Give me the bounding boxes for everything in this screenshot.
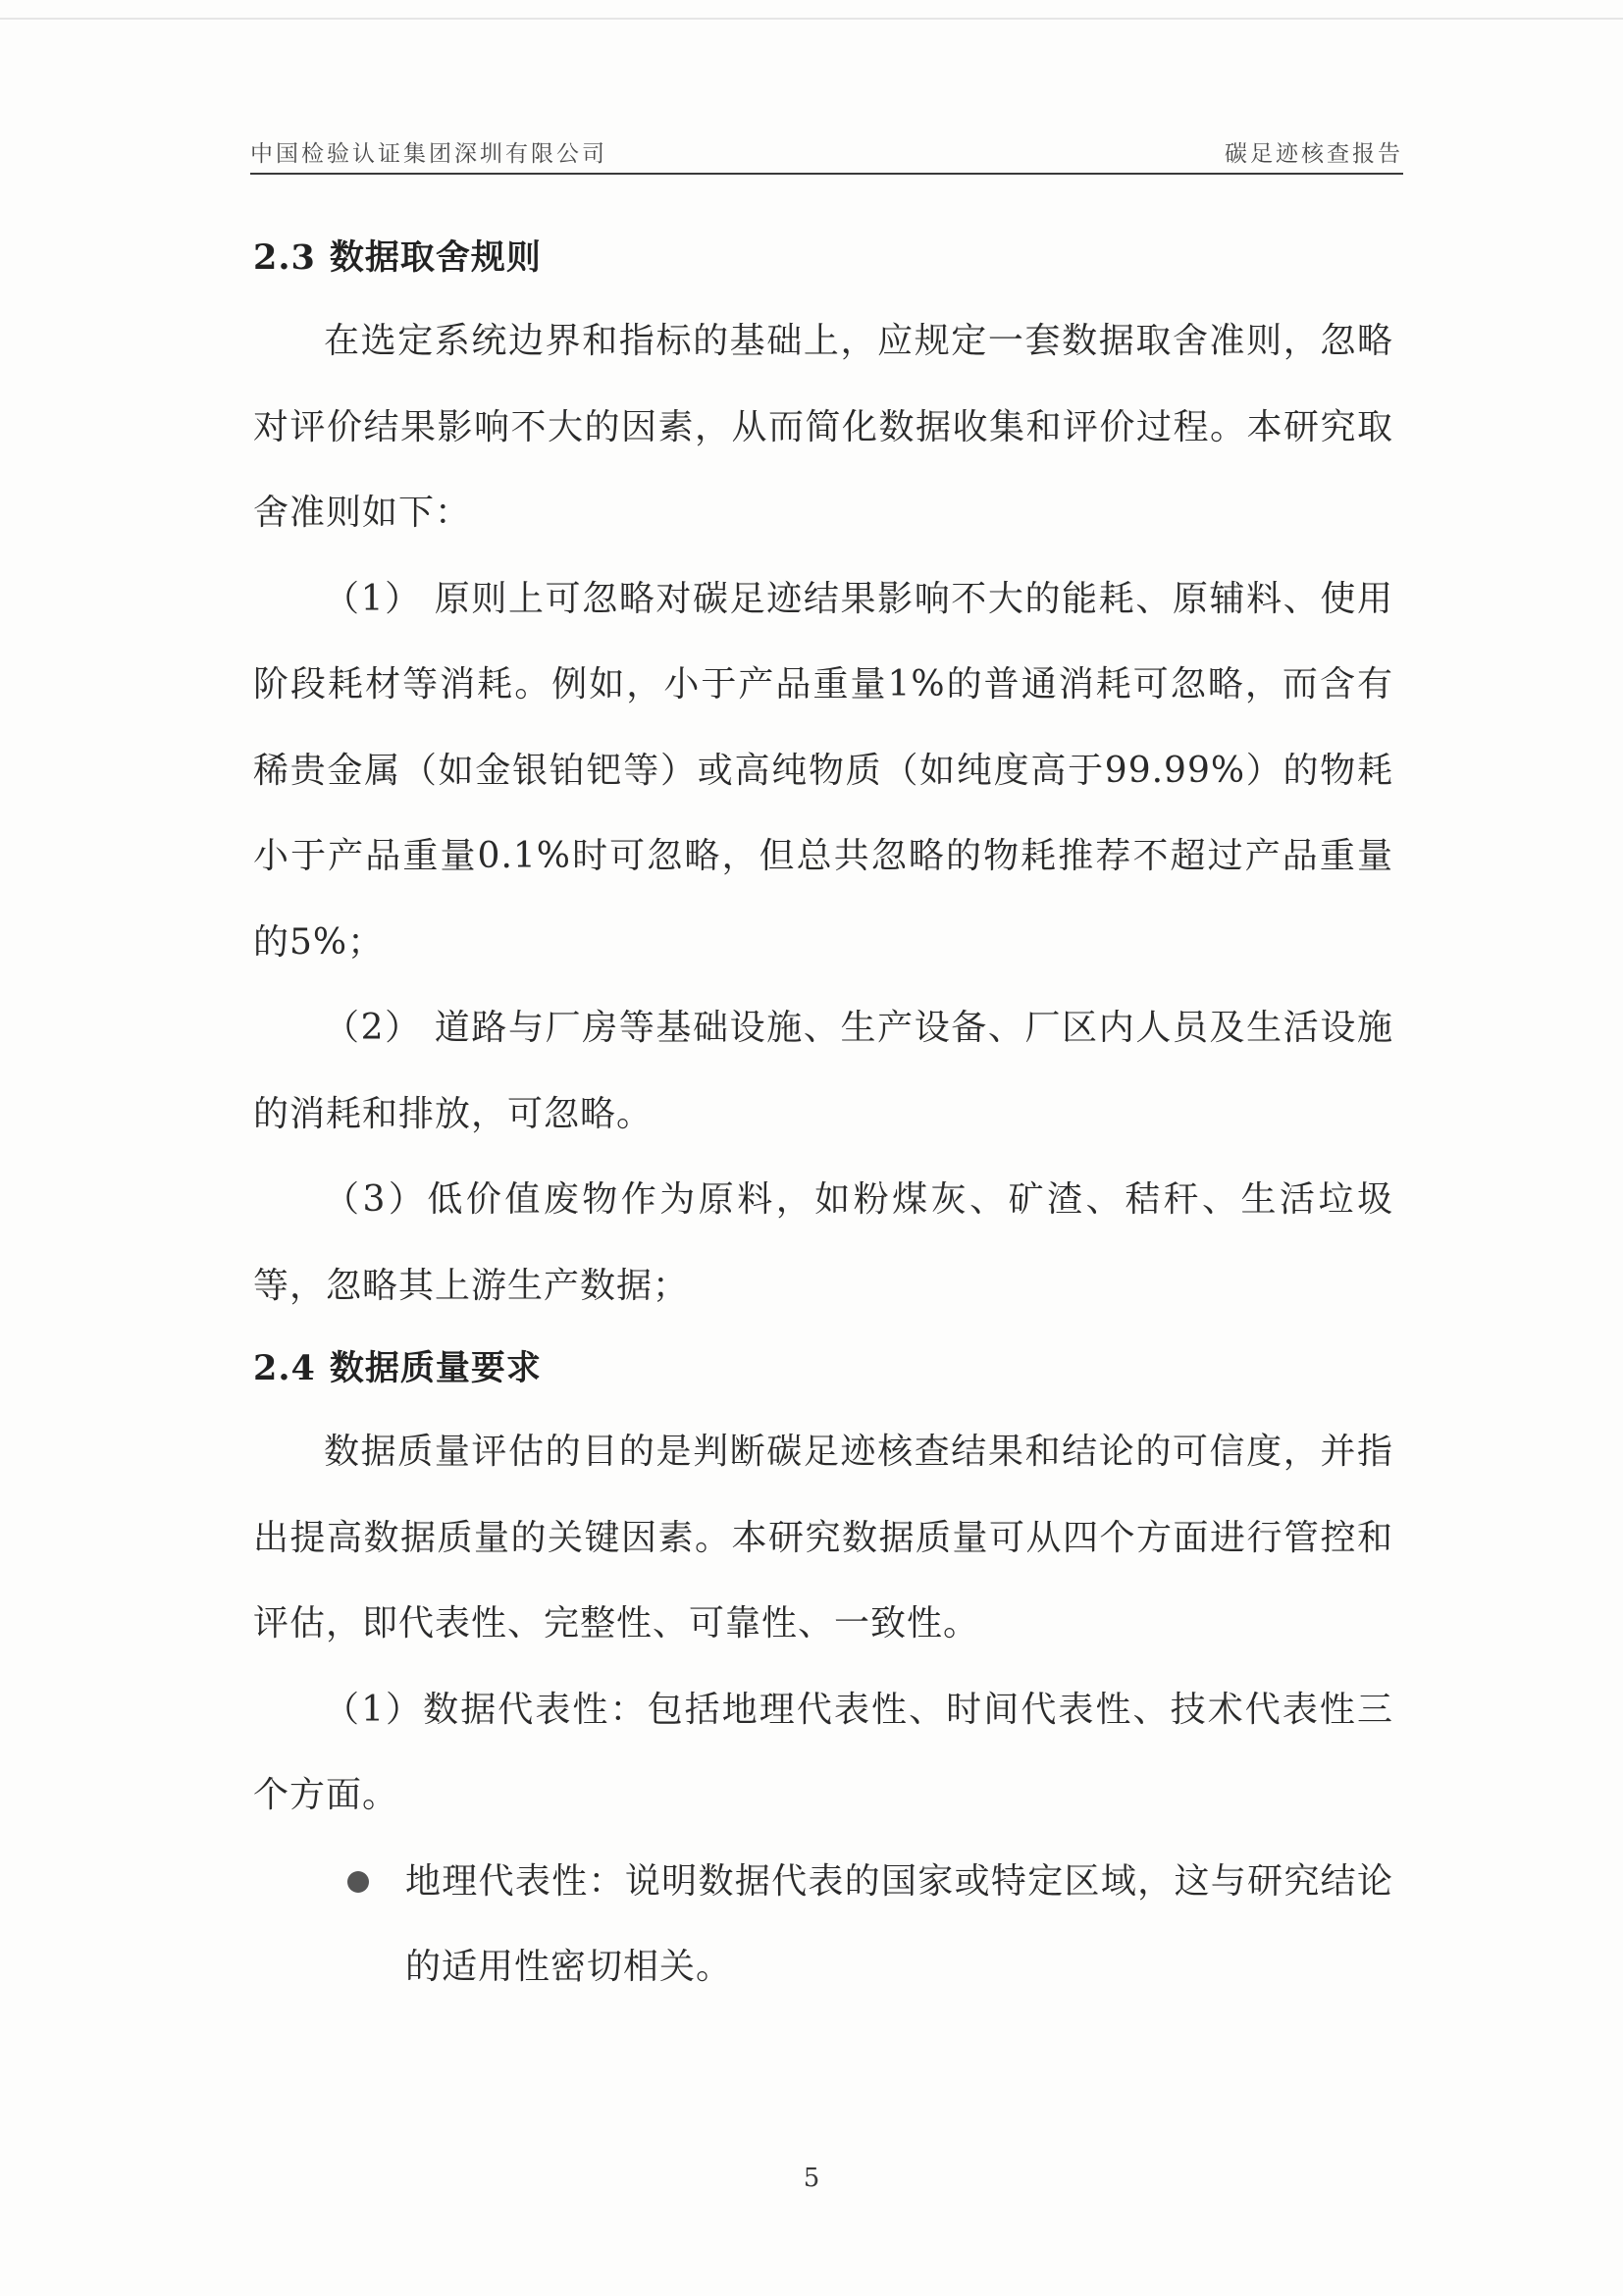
section-title: 数据质量要求 — [329, 1349, 542, 1388]
paragraph: （3）低价值废物作为原料，如粉煤灰、矿渣、秸秆、生活垃圾等，忽略其上游生产数据； — [253, 1179, 1393, 1306]
section-heading-2-4 — [253, 1329, 1393, 1409]
page-number: 5 — [803, 2164, 820, 2193]
section-heading-2-3 — [253, 218, 1393, 298]
section-number: 2.3 — [253, 237, 316, 278]
paragraph: （1） 原则上可忽略对碳足迹结果影响不大的能耗、原辅料、使用阶段耗材等消耗。例如，小于产品重量1%的普通消耗可忽略，而含有稀贵金属（如金银铂钯等）或高纯物质（如纯度高于99.99%）的物耗小于产品重量0.1%时可忽略，但总共忽略的物耗推荐不超过产品重量的5%； — [253, 578, 1393, 963]
page-content — [253, 218, 1393, 2010]
paragraph: （2） 道路与厂房等基础设施、生产设备、厂区内人员及生活设施的消耗和排放，可忽略。 — [253, 1008, 1393, 1134]
scan-edge — [0, 18, 1623, 20]
header-organization: 中国检验认证集团深圳有限公司 — [250, 141, 607, 167]
bullet-dot-icon — [347, 1871, 369, 1893]
page-header — [250, 128, 1403, 175]
section-title: 数据取舍规则 — [329, 238, 542, 278]
bullet-text: 地理代表性：说明数据代表的国家或特定区域，这与研究结论的适用性密切相关。 — [405, 1860, 1393, 1987]
paragraph: （1）数据代表性：包括地理代表性、时间代表性、技术代表性三个方面。 — [253, 1689, 1393, 1815]
section-number: 2.4 — [253, 1348, 316, 1388]
header-report-title: 碳足迹核查报告 — [1225, 141, 1403, 167]
paragraph: 数据质量评估的目的是判断碳足迹核查结果和结论的可信度，并指出提高数据质量的关键因素。本研究数据质量可从四个方面进行管控和评估，即代表性、完整性、可靠性、一致性。 — [253, 1432, 1393, 1644]
bullet-item — [253, 1839, 1393, 2010]
paragraph: 在选定系统边界和指标的基础上，应规定一套数据取舍准则，忽略对评价结果影响不大的因素，从而简化数据收集和评价过程。本研究取舍准则如下： — [253, 321, 1393, 533]
